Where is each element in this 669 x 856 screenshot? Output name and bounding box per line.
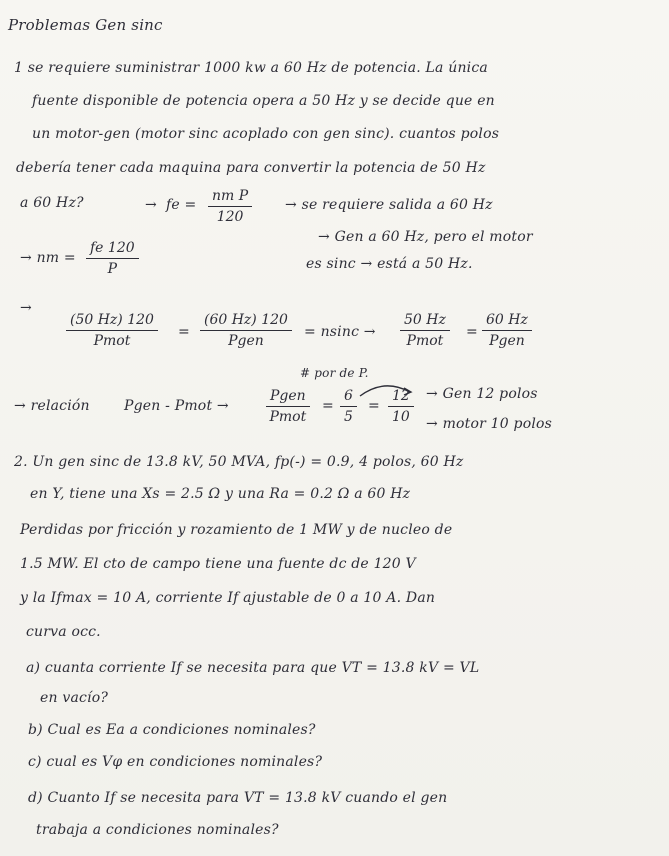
- page-title: Problemas Gen sinc: [8, 16, 163, 34]
- six-fifths-fraction: [340, 388, 357, 425]
- fe-formula-lhs: fe =: [166, 197, 197, 213]
- note-output-60hz: → se requiere salida a 60 Hz: [285, 197, 493, 213]
- motor-speed-denominator: Pmot: [93, 333, 131, 349]
- gen-speed-fraction: [200, 312, 292, 349]
- question-a-line-1: a) cuanta corriente If se necesita para que VT = 13.8 kV = VL: [26, 660, 480, 676]
- nsinc-label: = nsinc →: [304, 324, 376, 340]
- relation-label: → relación: [14, 398, 90, 414]
- problem-1-line-2: fuente disponible de potencia opera a 50 Hz y se decide que en: [32, 93, 495, 109]
- motor-freq-numerator: 50 Hz: [400, 312, 450, 331]
- implies-arrow: →: [145, 197, 157, 213]
- note-motor-50hz: es sinc → está a 50 Hz.: [306, 256, 473, 272]
- question-d-line-2: trabaja a condiciones nominales?: [36, 822, 279, 838]
- motor-speed-numerator: (50 Hz) 120: [66, 312, 158, 331]
- twelve-tenths-numerator: 12: [388, 388, 414, 407]
- problem-2-line-4: 1.5 MW. El cto de campo tiene una fuente dc de 120 V: [20, 556, 416, 572]
- nm-numerator: fe 120: [86, 240, 139, 259]
- question-c: c) cual es Vφ en condiciones nominales?: [28, 754, 323, 770]
- problem-1-line-1: 1 se requiere suministrar 1000 kw a 60 Hz de potencia. La única: [14, 60, 488, 76]
- gen-poles-result: → Gen 12 polos: [426, 386, 538, 402]
- motor-freq-fraction: [400, 312, 450, 349]
- motor-speed-fraction: [66, 312, 158, 349]
- problem-1-line-5: a 60 Hz?: [20, 195, 84, 211]
- gen-freq-numerator: 60 Hz: [482, 312, 532, 331]
- equals-sign: =: [322, 398, 334, 414]
- twelve-tenths-fraction: [388, 388, 414, 425]
- nm-fraction: [86, 240, 139, 277]
- six-fifths-denominator: 5: [344, 409, 353, 425]
- nm-formula-lhs: → nm =: [20, 250, 76, 266]
- question-d-line-1: d) Cuanto If se necesita para VT = 13.8 kV cuando el gen: [28, 790, 448, 806]
- pole-ratio-numerator: Pgen: [266, 388, 310, 407]
- question-b: b) Cual es Ea a condiciones nominales?: [28, 722, 316, 738]
- problem-2-line-2: en Y, tiene una Xs = 2.5 Ω y una Ra = 0.2 Ω a 60 Hz: [30, 486, 411, 502]
- six-fifths-numerator: 6: [340, 388, 357, 407]
- fe-numerator: nm P: [208, 188, 252, 207]
- problem-2-line-1: 2. Un gen sinc de 13.8 kV, 50 MVA, fp(-) = 0.9, 4 polos, 60 Hz: [14, 454, 464, 470]
- motor-freq-denominator: Pmot: [406, 333, 444, 349]
- pole-ratio-denominator: Pmot: [269, 409, 307, 425]
- equals-sign: =: [466, 324, 478, 340]
- gen-speed-denominator: Pgen: [228, 333, 264, 349]
- equals-sign: =: [178, 324, 190, 340]
- twelve-tenths-denominator: 10: [392, 409, 410, 425]
- implies-arrow: →: [20, 300, 32, 316]
- fe-fraction: [208, 188, 252, 225]
- motor-poles-result: → motor 10 polos: [426, 416, 553, 432]
- problem-2-line-5: y la Ifmax = 10 A, corriente If ajustable de 0 a 10 A. Dan: [20, 590, 436, 606]
- note-gen-60hz: → Gen a 60 Hz, pero el motor: [318, 229, 533, 245]
- pole-ratio-fraction: [266, 388, 310, 425]
- gen-freq-denominator: Pgen: [489, 333, 525, 349]
- nm-denominator: P: [107, 261, 118, 277]
- relation-expression: Pgen - Pmot →: [124, 398, 229, 414]
- problem-2-line-3: Perdidas por fricción y rozamiento de 1 MW y de nucleo de: [20, 522, 453, 538]
- problem-1-line-4: debería tener cada maquina para convertir la potencia de 50 Hz: [16, 160, 486, 176]
- equals-sign: =: [368, 398, 380, 414]
- gen-speed-numerator: (60 Hz) 120: [200, 312, 292, 331]
- problem-2-line-6: curva occ.: [26, 624, 101, 640]
- fe-denominator: 120: [216, 209, 244, 225]
- question-a-line-2: en vacío?: [40, 690, 109, 706]
- pairs-of-poles-note: # por de P.: [300, 366, 369, 380]
- gen-freq-fraction: [482, 312, 532, 349]
- problem-1-line-3: un motor-gen (motor sinc acoplado con gen sinc). cuantos polos: [32, 126, 500, 142]
